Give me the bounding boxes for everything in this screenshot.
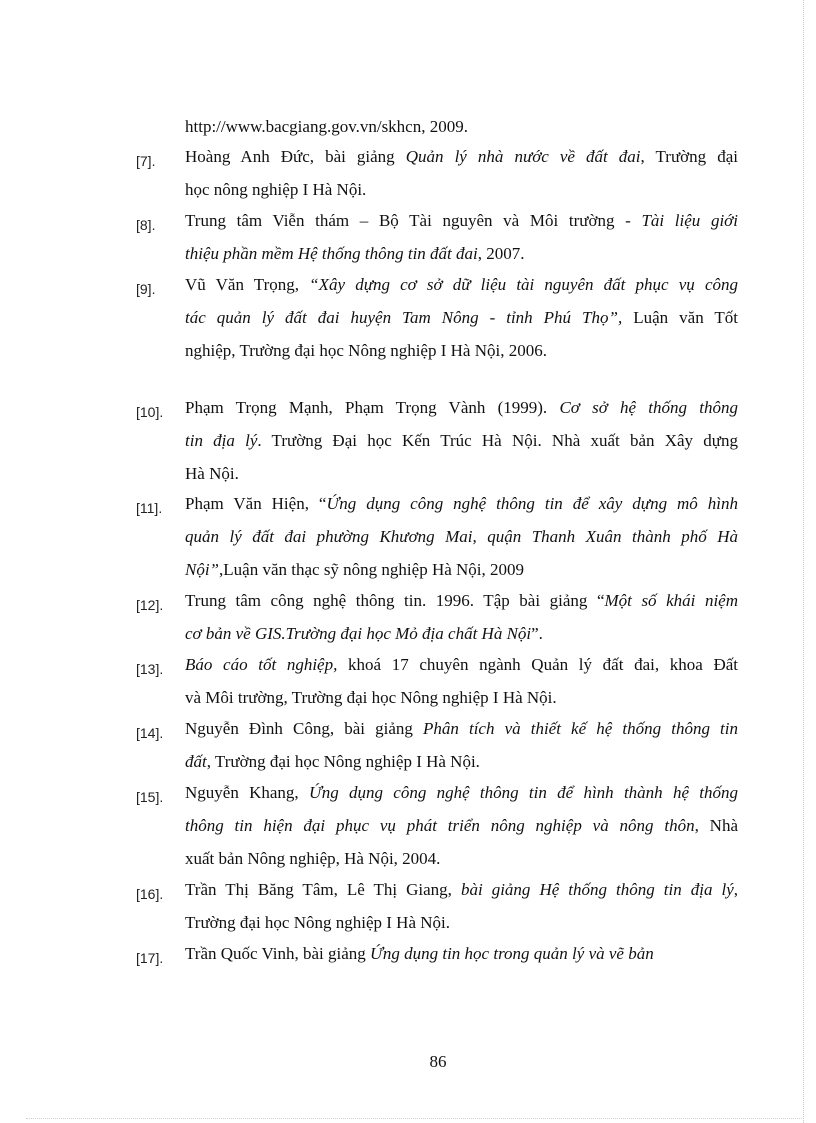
reference-line — [185, 341, 738, 361]
reference-line — [185, 688, 738, 708]
reference-line — [185, 275, 738, 295]
reference-text: Nguyễn Đình Công, bài giảng — [185, 719, 423, 738]
reference-title-text: Phân tích và thiết kế hệ thống thông tin — [422, 719, 738, 738]
reference-title-text: thông tin hiện đại phục vụ phát triển nông nghiệp và nông thôn — [185, 816, 695, 835]
reference-title-text: Một số khái niệm — [604, 591, 738, 610]
reference-title-text: Quản lý nhà nước về đất đai — [405, 147, 641, 166]
reference-number: [10]. — [136, 404, 164, 420]
reference-title-text: Cơ sở hệ thống thông — [559, 398, 739, 417]
reference-text: Hà Nội. — [185, 464, 239, 483]
reference-number: [7]. — [136, 153, 156, 169]
reference-title-text: tin địa lý — [185, 431, 258, 450]
reference-title-text: quản lý đất đai phường Khương Mai, quận Thanh Xuân thành phố Hà — [185, 527, 738, 546]
reference-title-text: tác quản lý đất đai huyện Tam Nông - tỉnh Phú Thọ”, — [185, 308, 623, 327]
reference-text: Hoàng Anh Đức, bài giảng — [185, 147, 406, 166]
reference-text: ”. — [531, 624, 543, 643]
reference-number: [12]. — [136, 597, 164, 613]
reference-text: Phạm Trọng Mạnh, Phạm Trọng Vành (1999). — [185, 398, 560, 417]
reference-line — [185, 431, 738, 451]
reference-line — [185, 655, 738, 675]
reference-line — [185, 560, 738, 580]
reference-line — [185, 913, 738, 933]
reference-line — [185, 816, 738, 836]
reference-text: http://www.bacgiang.gov.vn/skhcn, 2009. — [185, 117, 468, 136]
reference-line — [185, 624, 738, 644]
reference-line — [185, 591, 738, 611]
reference-number: [11]. — [136, 500, 163, 516]
reference-text: khoá 17 chuyên ngành Quản lý đất đai, khoa Đất — [337, 655, 738, 674]
reference-line — [185, 308, 738, 328]
reference-text: học nông nghiệp I Hà Nội. — [185, 180, 367, 199]
page-number: 86 — [429, 1052, 447, 1071]
reference-line — [185, 783, 738, 803]
reference-text: Trần Quốc Vinh, bài giảng — [185, 944, 371, 963]
reference-text: , Trường đại học Nông nghiệp I Hà Nội. — [206, 752, 480, 771]
reference-text: nghiệp, Trường đại học Nông nghiệp I Hà Nội, 2006. — [185, 341, 547, 360]
reference-number: [13]. — [136, 661, 164, 677]
reference-text: Phạm Văn Hiện, “ — [185, 494, 327, 513]
reference-text: Trường đại học Nông nghiệp I Hà Nội. — [185, 913, 450, 932]
reference-number: [9]. — [136, 281, 156, 297]
reference-title-text: Nội” — [185, 560, 220, 579]
reference-line — [185, 244, 738, 264]
reference-number: [17]. — [136, 950, 164, 966]
reference-text: Trung tâm công nghệ thông tin. 1996. Tập bài giảng “ — [185, 591, 605, 610]
reference-line — [185, 494, 738, 514]
reference-line — [185, 880, 738, 900]
reference-text: , — [733, 880, 738, 899]
reference-text: Nguyễn Khang, — [185, 783, 309, 802]
reference-title-text: Ứng dụng công nghệ thông tin để hình thành hệ thống — [308, 783, 738, 802]
reference-line — [185, 849, 738, 869]
reference-line — [185, 211, 738, 231]
reference-text: Vũ Văn Trọng, — [185, 275, 310, 294]
reference-line — [185, 752, 738, 772]
reference-text: . Trường Đại học Kến Trúc Hà Nội. Nhà xuất bản Xây dựng — [257, 431, 738, 450]
reference-text: Trần Thị Băng Tâm, Lê Thị Giang, — [185, 880, 461, 899]
reference-text: ,Luận văn thạc sỹ nông nghiệp Hà Nội, 2009 — [219, 560, 525, 579]
reference-title-text: thiệu phần mềm Hệ thống thông tin đất đai — [185, 244, 478, 263]
reference-text: và Môi trường, Trường đại học Nông nghiệp I Hà Nội. — [185, 688, 557, 707]
reference-title-text: Ứng dụng tin học trong quản lý và vẽ bản — [370, 944, 654, 963]
reference-title-text: Ứng dụng công nghệ thông tin để xây dựng mô hình — [326, 494, 738, 513]
reference-line — [185, 527, 738, 547]
reference-title-text: Báo cáo tốt nghiệp, — [185, 655, 338, 674]
page-edge-bottom — [26, 1118, 804, 1119]
reference-number: [15]. — [136, 789, 164, 805]
reference-number: [16]. — [136, 886, 164, 902]
reference-line — [185, 147, 738, 167]
reference-text: , Trường đại — [640, 147, 738, 166]
reference-line — [185, 117, 738, 137]
reference-title-text: bài giảng Hệ thống thông tin địa lý — [460, 880, 734, 899]
reference-title-text: “Xây dựng cơ sở dữ liệu tài nguyên đất phục vụ công — [309, 275, 738, 294]
page-edge-right — [803, 0, 804, 1123]
reference-line — [185, 944, 738, 964]
reference-text: xuất bản Nông nghiệp, Hà Nội, 2004. — [185, 849, 441, 868]
reference-text: Luận văn Tốt — [622, 308, 738, 327]
reference-text: , Nhà — [694, 816, 738, 835]
reference-title-text: Tài liệu giới — [641, 211, 738, 230]
reference-line — [185, 180, 738, 200]
reference-title-text: cơ bản về GIS.Trường đại học Mỏ địa chất Hà Nội — [185, 624, 532, 643]
reference-text: Trung tâm Viễn thám – Bộ Tài nguyên và Môi trường - — [185, 211, 642, 230]
reference-number: [8]. — [136, 217, 156, 233]
reference-line — [185, 464, 738, 484]
reference-number: [14]. — [136, 725, 164, 741]
reference-line — [185, 398, 738, 418]
reference-title-text: đất — [185, 752, 207, 771]
reference-line — [185, 719, 738, 739]
reference-text: , 2007. — [477, 244, 525, 263]
